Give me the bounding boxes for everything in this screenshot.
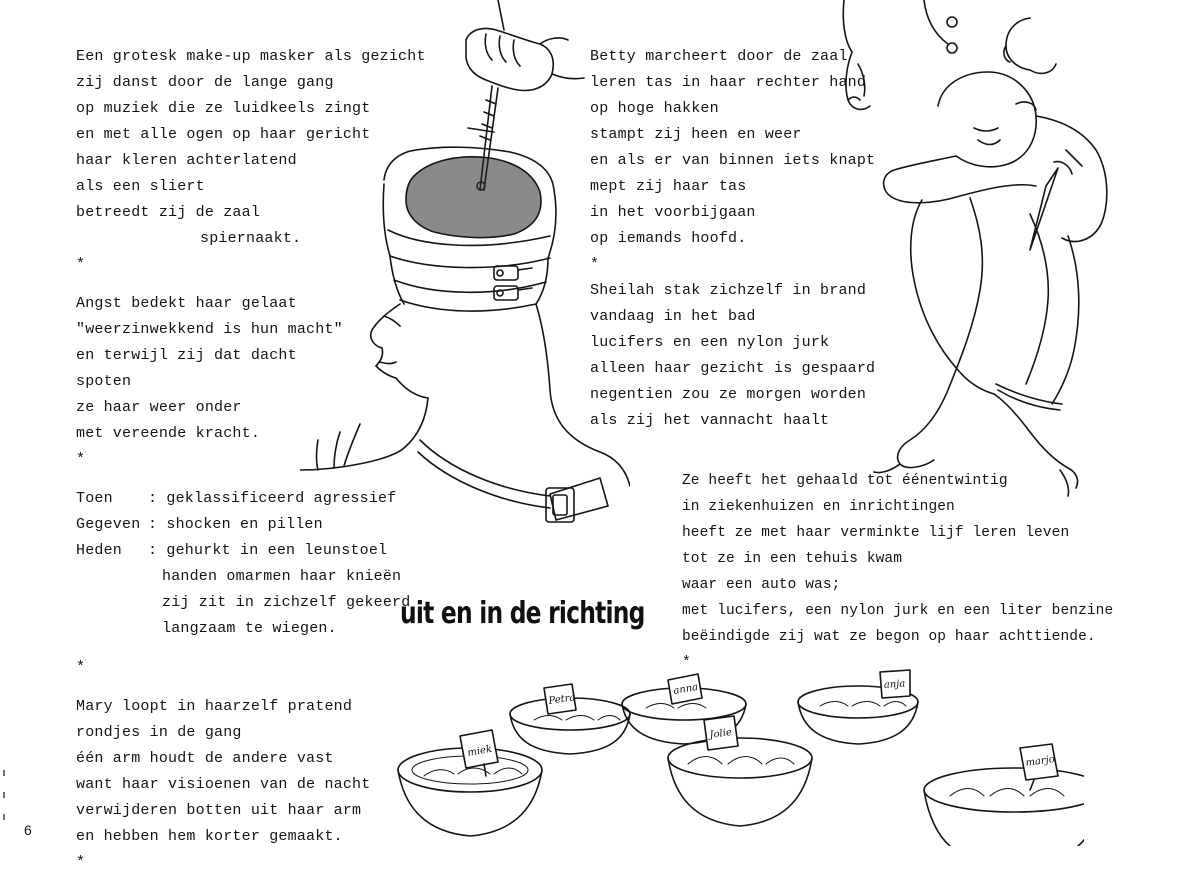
stanza-separator: * [76,256,86,273]
poem-line: Betty marcheert door de zaal [590,48,848,65]
bowl-label: anna [672,681,699,697]
poem-line: Mary loopt in haarzelf pratend [76,698,353,715]
stanza-separator: * [590,256,600,273]
bowl-label: anja [883,678,906,691]
poem-line: "weerzinwekkend is hun macht" [76,321,343,338]
poem-line: zij zit in zichzelf gekeerd [162,594,411,611]
poem-line: Heden : gehurkt in een leunstoel [76,542,388,559]
poem-line: spiernaakt. [200,230,302,247]
poem-line: en terwijl zij dat dacht [76,347,297,364]
poem-line: leren tas in haar rechter hand [590,74,867,91]
poem-line: en hebben hem korter gemaakt. [76,828,343,845]
poem-line: Een grotesk make-up masker als gezicht [76,48,426,65]
poem-line: met vereende kracht. [76,425,261,442]
poem-line: beëindigde zij wat ze begon op haar achttiende. [682,629,1096,645]
bowl-label: miek [466,743,493,759]
poem-line: ze haar weer onder [76,399,242,416]
bowl-label: marjo [1024,753,1056,769]
bowl-label: Petra [547,692,577,707]
poem-line: lucifers en een nylon jurk [590,334,830,351]
poem-line: want haar visioenen van de nacht [76,776,371,793]
page-number: 6 [24,822,32,838]
poem-line: Toen : geklassificeerd agressief [76,490,397,507]
poem-line: stampt zij heen en weer [590,126,802,143]
poem-line: als een sliert [76,178,205,195]
stanza-separator: * [76,659,86,676]
poem-line: tot ze in een tehuis kwam [682,551,903,567]
poem-line: zij danst door de lange gang [76,74,334,91]
poem-line: op hoge hakken [590,100,719,117]
stanza-separator: * [76,854,86,871]
poem-line: Ze heeft het gehaald tot éénentwintig [682,473,1008,489]
poem-line: alleen haar gezicht is gespaard [590,360,876,377]
margin-marks [2,770,6,830]
poem-line: spoten [76,373,132,390]
bowl-label: Jolie [708,726,733,741]
poem-line: mept zij haar tas [590,178,747,195]
poem-line: waar een auto was; [682,577,841,593]
poem-line: handen omarmen haar knieën [162,568,402,585]
poem-line: met lucifers, een nylon jurk en een liter benzine [682,603,1114,619]
poem-line: als zij het vannacht haalt [590,412,830,429]
poem-line: op iemands hoofd. [590,230,747,247]
poem-line: Gegeven : shocken en pillen [76,516,323,533]
poem-line: verwijderen botten uit haar arm [76,802,362,819]
poem-line: vandaag in het bad [590,308,756,325]
stanza-separator: * [682,655,691,671]
poem-line: langzaam te wiegen. [162,620,337,637]
poem-line: en als er van binnen iets knapt [590,152,876,169]
poem-line: op muziek die ze luidkeels zingt [76,100,371,117]
poem-line: in het voorbijgaan [590,204,756,221]
poem-line: Angst bedekt haar gelaat [76,295,297,312]
page-title: uit en in de richting [400,596,645,631]
poem-line: Sheilah stak zichzelf in brand [590,282,867,299]
poem-line: heeft ze met haar verminkte lijf leren leven [682,525,1070,541]
poem-line: één arm houdt de andere vast [76,750,334,767]
bandaged-head-illustration [300,0,630,545]
poem-line: haar kleren achterlatend [76,152,297,169]
poem-line: in ziekenhuizen en inrichtingen [682,499,955,515]
poem-line: en met alle ogen op haar gericht [76,126,371,143]
bowls-illustration [394,666,1084,846]
stanza-separator: * [76,451,86,468]
poem-line: rondjes in de gang [76,724,242,741]
crouching-figure-illustration [830,0,1130,500]
poem-line: betreedt zij de zaal [76,204,261,221]
poem-line: negentien zou ze morgen worden [590,386,867,403]
